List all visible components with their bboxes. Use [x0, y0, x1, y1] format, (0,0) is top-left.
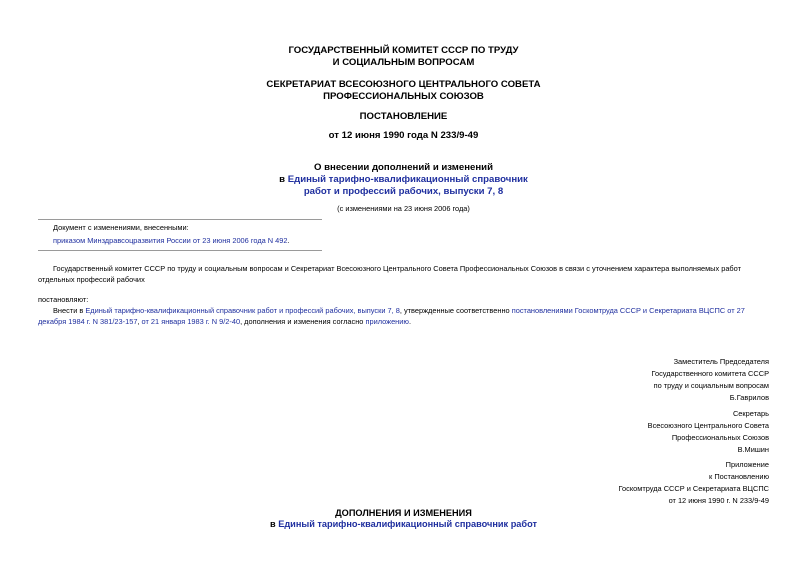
changes-top-rule — [38, 219, 322, 220]
changes-suffix: . — [287, 236, 290, 245]
org1-line2: И СОЦИАЛЬНЫМ ВОПРОСАМ — [332, 57, 475, 68]
amend-note: (с изменениями на 23 июня 2006 года) — [337, 204, 470, 213]
title-prefix: в — [279, 174, 288, 185]
etks-link[interactable]: Единый тарифно-квалификационный справочник работ и профессий рабочих, выпуски 7, 8 — [85, 306, 400, 315]
resolve-word: постановляют: — [38, 295, 89, 304]
sig1-line4: Б.Гаврилов — [729, 393, 769, 402]
title-line1: О внесении дополнений и изменений — [314, 162, 493, 173]
p2-text-e: . — [408, 317, 412, 326]
appx-line3: Госкомтруда СССР и Секретариата ВЦСПС — [618, 484, 769, 493]
appx-line4: от 12 июня 1990 г. N 233/9-49 — [668, 496, 769, 505]
p2-text-c: , — [137, 317, 142, 326]
order-492-link[interactable]: приказом Минздравсоцразвития России от 23 июня 2006 года N 492 — [53, 236, 288, 245]
sig1-line2: Государственного комитета СССР — [651, 369, 769, 378]
resolution-paragraph — [38, 305, 770, 327]
sig1-line3: по труду и социальным вопросам — [653, 381, 769, 390]
appendix-heading — [0, 508, 807, 530]
org1-line1: ГОСУДАРСТВЕННЫЙ КОМИТЕТ СССР ПО ТРУДУ — [288, 45, 519, 56]
doc-title — [0, 162, 807, 198]
appendix-sub-prefix: в — [270, 519, 279, 529]
org2-line1: СЕКРЕТАРИАТ ВСЕСОЮЗНОГО ЦЕНТРАЛЬНОГО СОВЕТА — [266, 79, 541, 90]
title-line2 — [0, 174, 807, 186]
changes-link-line — [53, 236, 323, 246]
appx-line2: к Постановлению — [709, 472, 769, 481]
sig2-line2: Всесоюзного Центрального Совета — [647, 421, 769, 430]
appendix-etks-link[interactable]: Единый тарифно-квалификационный справочник работ — [278, 519, 537, 529]
changes-box — [53, 223, 323, 246]
doc-date: от 12 июня 1990 года N 233/9-49 — [328, 130, 479, 141]
sig2-line3: Профессиональных Союзов — [671, 433, 769, 442]
sig2-line1: Секретарь — [732, 409, 769, 418]
org2-line2: ПРОФЕССИОНАЛЬНЫХ СОЮЗОВ — [323, 91, 484, 102]
doc-type: ПОСТАНОВЛЕНИЕ — [359, 111, 448, 122]
changes-bottom-rule — [38, 250, 322, 251]
etks-title-link-cont[interactable]: работ и профессий рабочих, выпуски 7, 8 — [303, 186, 504, 197]
appendix-stamp — [619, 459, 769, 507]
resolution-1983-link[interactable]: от 21 января 1983 г. N 9/2-40 — [141, 317, 241, 326]
p2-text-a: Внести в — [53, 306, 86, 315]
appendix-subtitle — [0, 519, 807, 530]
p2-text-d: , дополнения и изменения согласно — [240, 317, 366, 326]
preamble-paragraph: Государственный комитет СССР по труду и социальным вопросам и Секретариат Всесоюзного Центрального Совета Профессиональных Союзов в связи с уточнением характера выполняемых работ отдельных профессий рабочих — [38, 264, 741, 284]
changes-label: Документ с изменениями, внесенными: — [53, 223, 189, 232]
appendix-title: ДОПОЛНЕНИЯ И ИЗМЕНЕНИЯ — [335, 508, 472, 518]
org1-heading — [0, 45, 807, 69]
etks-title-link[interactable]: Единый тарифно-квалификационный справочник — [287, 174, 528, 185]
org2-heading — [0, 79, 807, 103]
signature-secretary — [648, 408, 769, 456]
appendix-link[interactable]: приложению — [365, 317, 409, 326]
resolution-1984-link[interactable]: постановлениями Госкомтруда СССР и Секретариата ВЦСПС от 27 декабря 1984 г. N 381/23-157 — [38, 306, 745, 326]
sig1-line1: Заместитель Председателя — [673, 357, 769, 366]
p2-text-b: , утвержденные соответственно — [399, 306, 512, 315]
appx-line1: Приложение — [725, 460, 769, 469]
sig2-line4: В.Мишин — [737, 445, 769, 454]
signature-deputy-chairman — [651, 356, 769, 404]
